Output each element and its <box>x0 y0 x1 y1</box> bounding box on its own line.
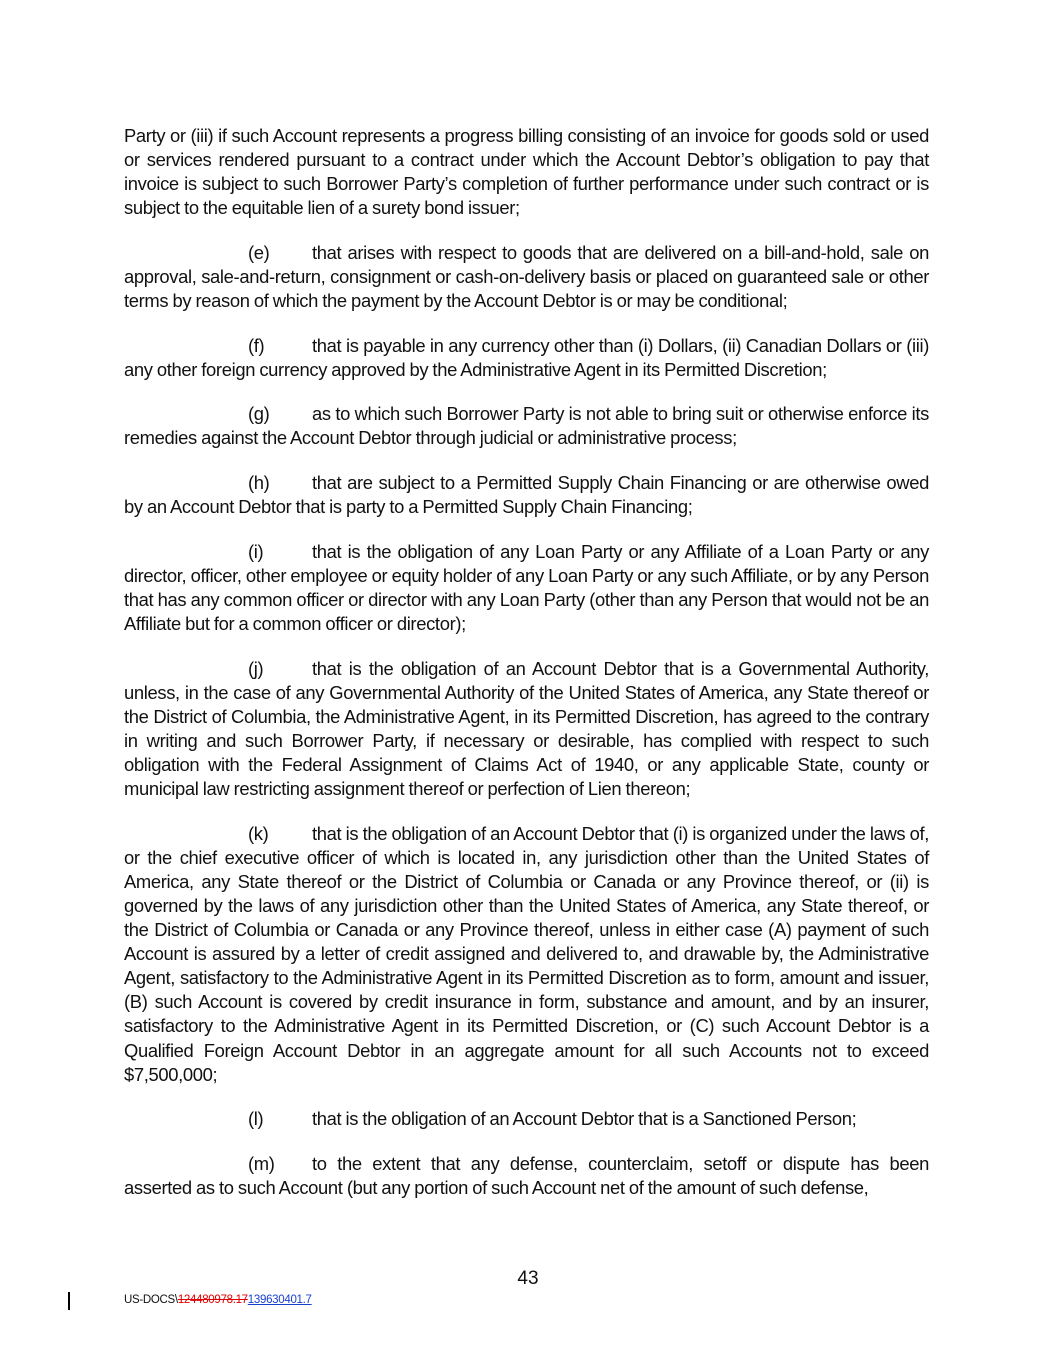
clause-text: that is the obligation of any Loan Party or any Affiliate of a Loan Party or any director, officer, other employee or equity holder of any Loan Party or any such Affiliate, or by any Person that has any common officer or director with any Loan Party (other than any Person that would not be an Affiliate but for a common officer or director); <box>124 540 929 634</box>
clause-text: that is the obligation of an Account Debtor that is a Sanctioned Person; <box>312 1108 857 1130</box>
page-number: 43 <box>517 1268 539 1289</box>
clause-label: (f) <box>248 334 265 356</box>
clause-text: that arises with respect to goods that are delivered on a bill-and-hold, sale on approval, sale-and-return, consignment or cash-on-delivery basis or placed on guaranteed sale or other terms by reason of which the payment by the Account Debtor is or may be conditional; <box>124 241 929 312</box>
clause-label: (i) <box>248 540 264 562</box>
revision-change-bar <box>68 1292 70 1310</box>
clause-g <box>124 402 929 450</box>
clause-i <box>124 540 929 636</box>
clause-label: (h) <box>248 472 270 494</box>
deleted-document-id: 124480978.17 <box>177 1294 248 1306</box>
document-id-prefix: US-DOCS\ <box>124 1294 178 1306</box>
clause-k <box>124 822 929 1087</box>
clause-label: (k) <box>248 822 269 844</box>
clause-f <box>124 334 929 382</box>
clause-label: (g) <box>248 403 270 425</box>
clause-h <box>124 471 929 519</box>
clause-label: (l) <box>248 1108 264 1130</box>
clause-text: that is the obligation of an Account Debtor that is a Governmental Authority, unless, in the case of any Governmental Authority of the United States of America, any State thereof or the District of Columbia, the Administrative Agent, in its Permitted Discretion, has agreed to the contrary in writing and such Borrower Party, if necessary or desirable, has complied with respect to such obligation with the Federal Assignment of Claims Act of 1940, or any applicable State, county or municipal law restricting assignment thereof or perfection of Lien thereon; <box>124 657 929 800</box>
clause-label: (m) <box>248 1152 275 1174</box>
clause-text: to the extent that any defense, counterclaim, setoff or dispute has been asserted as to such Account (but any portion of such Account net of the amount of such defense, <box>124 1152 929 1198</box>
paragraph-continuation <box>124 124 929 220</box>
clause-l <box>124 1107 929 1131</box>
clause-label: (e) <box>248 241 270 263</box>
clause-text: as to which such Borrower Party is not able to bring suit or otherwise enforce its remedies against the Account Debtor through judicial or administrative process; <box>124 403 929 449</box>
paragraph-text: Party or (iii) if such Account represents a progress billing consisting of an invoice for goods sold or used or services rendered pursuant to a contract under which the Account Debtor’s obligation to pay that invoice is subject to such Borrower Party’s completion of further performance under such contract or is subject to the equitable lien of a surety bond issuer; <box>124 125 929 219</box>
clause-text: that is payable in any currency other than (i) Dollars, (ii) Canadian Dollars or (iii) any other foreign currency approved by the Administrative Agent in its Permitted Discretion; <box>124 334 929 380</box>
clause-text: that is the obligation of an Account Debtor that (i) is organized under the laws of, or the chief executive officer of which is located in, any jurisdiction other than the United States of America, any State thereof or the District of Columbia or Canada or any Province thereof, or (ii) is governed by the laws of any jurisdiction other than the United States of America, any State thereof, or the District of Columbia or Canada or any Province thereof, unless in either case (A) payment of such Account is assured by a letter of credit assigned and delivered to, and drawable by, the Administrative Agent, satisfactory to the Administrative Agent in its Permitted Discretion as to form, amount and issuer, (B) such Account is covered by credit insurance in form, substance and amount, and by an insurer, satisfactory to the Administrative Agent in its Permitted Discretion, or (C) such Account Debtor is a Qualified Foreign Account Debtor in an aggregate amount for all such Accounts not to exceed $7,500,000; <box>124 822 929 1085</box>
inserted-document-id: 139630401.7 <box>247 1294 312 1306</box>
clause-text: that are subject to a Permitted Supply Chain Financing or are otherwise owed by an Account Debtor that is party to a Permitted Supply Chain Financing; <box>124 472 929 518</box>
clause-e <box>124 241 929 313</box>
document-id-footer <box>124 1294 312 1306</box>
clause-j <box>124 657 929 802</box>
body-text <box>124 124 929 1220</box>
clause-label: (j) <box>248 657 264 679</box>
clause-m <box>124 1152 929 1200</box>
